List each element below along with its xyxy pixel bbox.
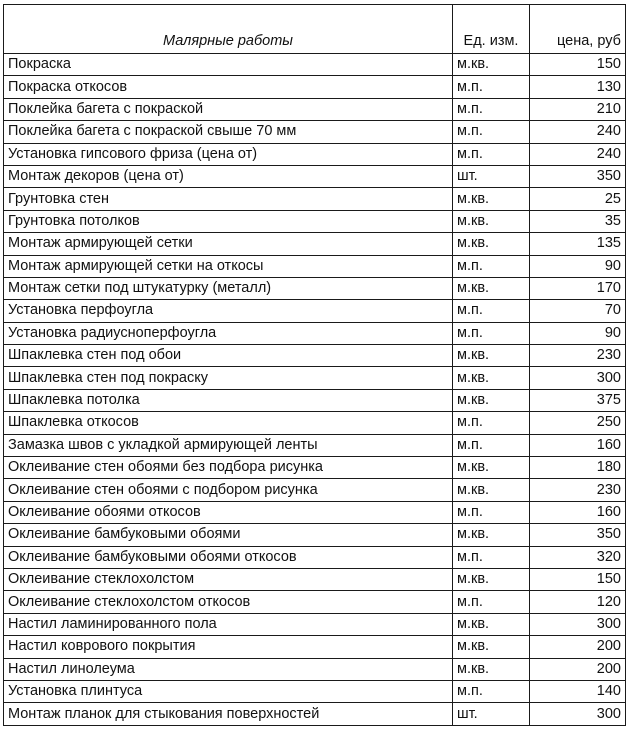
- price-cell: 300: [530, 613, 626, 635]
- price-cell: 90: [530, 322, 626, 344]
- work-name-cell: Шпаклевка откосов: [4, 412, 453, 434]
- work-name-cell: Настил ламинированного пола: [4, 613, 453, 635]
- price-cell: 240: [530, 121, 626, 143]
- price-cell: 25: [530, 188, 626, 210]
- table-row: [4, 658, 626, 680]
- work-name-cell: Оклеивание обоями откосов: [4, 501, 453, 523]
- price-cell: 180: [530, 457, 626, 479]
- table-row: [4, 76, 626, 98]
- header-unit: Ед. изм.: [453, 5, 530, 54]
- price-cell: 35: [530, 210, 626, 232]
- price-cell: 150: [530, 54, 626, 76]
- unit-cell: м.п.: [453, 300, 530, 322]
- table-row: [4, 680, 626, 702]
- price-cell: 210: [530, 98, 626, 120]
- table-row: [4, 121, 626, 143]
- table-row: [4, 703, 626, 725]
- work-name-cell: Монтаж сетки под штукатурку (металл): [4, 277, 453, 299]
- work-name-cell: Грунтовка потолков: [4, 210, 453, 232]
- work-name-cell: Монтаж планок для стыкования поверхностей: [4, 703, 453, 725]
- table-row: [4, 457, 626, 479]
- header-work-type: Малярные работы: [4, 5, 453, 54]
- unit-cell: м.п.: [453, 76, 530, 98]
- table-row: [4, 434, 626, 456]
- work-name-cell: Монтаж армирующей сетки: [4, 233, 453, 255]
- unit-cell: м.п.: [453, 98, 530, 120]
- table-row: [4, 98, 626, 120]
- table-row: [4, 54, 626, 76]
- table-row: [4, 143, 626, 165]
- table-row: [4, 591, 626, 613]
- price-cell: 140: [530, 680, 626, 702]
- table-row: [4, 501, 626, 523]
- price-cell: 350: [530, 165, 626, 187]
- work-name-cell: Оклеивание стен обоями с подбором рисунка: [4, 479, 453, 501]
- price-cell: 200: [530, 658, 626, 680]
- work-name-cell: Шпаклевка стен под покраску: [4, 367, 453, 389]
- work-name-cell: Оклеивание стеклохолстом откосов: [4, 591, 453, 613]
- table-row: [4, 479, 626, 501]
- unit-cell: м.кв.: [453, 367, 530, 389]
- table-row: [4, 412, 626, 434]
- unit-cell: м.п.: [453, 546, 530, 568]
- work-name-cell: Монтаж армирующей сетки на откосы: [4, 255, 453, 277]
- unit-cell: м.п.: [453, 434, 530, 456]
- table-row: [4, 389, 626, 411]
- table-row: [4, 345, 626, 367]
- work-name-cell: Оклеивание стеклохолстом: [4, 568, 453, 590]
- price-cell: 375: [530, 389, 626, 411]
- table-row: [4, 233, 626, 255]
- work-name-cell: Шпаклевка потолка: [4, 389, 453, 411]
- table-row: [4, 210, 626, 232]
- price-cell: 70: [530, 300, 626, 322]
- work-name-cell: Установка гипсового фриза (цена от): [4, 143, 453, 165]
- unit-cell: м.п.: [453, 412, 530, 434]
- table-row: [4, 546, 626, 568]
- unit-cell: м.кв.: [453, 457, 530, 479]
- work-name-cell: Установка плинтуса: [4, 680, 453, 702]
- price-cell: 90: [530, 255, 626, 277]
- table-row: [4, 367, 626, 389]
- unit-cell: м.п.: [453, 322, 530, 344]
- price-cell: 300: [530, 367, 626, 389]
- unit-cell: м.кв.: [453, 54, 530, 76]
- work-name-cell: Настил линолеума: [4, 658, 453, 680]
- table-row: [4, 165, 626, 187]
- unit-cell: шт.: [453, 165, 530, 187]
- table-row: [4, 188, 626, 210]
- work-name-cell: Установка перфоугла: [4, 300, 453, 322]
- unit-cell: м.п.: [453, 680, 530, 702]
- price-cell: 135: [530, 233, 626, 255]
- unit-cell: м.кв.: [453, 233, 530, 255]
- unit-cell: м.кв.: [453, 277, 530, 299]
- unit-cell: м.кв.: [453, 636, 530, 658]
- table-row: [4, 568, 626, 590]
- price-cell: 150: [530, 568, 626, 590]
- header-row: [4, 5, 626, 54]
- work-name-cell: Покраска откосов: [4, 76, 453, 98]
- price-cell: 300: [530, 703, 626, 725]
- table-row: [4, 277, 626, 299]
- work-name-cell: Грунтовка стен: [4, 188, 453, 210]
- price-table: [3, 4, 626, 726]
- price-cell: 120: [530, 591, 626, 613]
- work-name-cell: Замазка швов с укладкой армирующей ленты: [4, 434, 453, 456]
- unit-cell: м.п.: [453, 121, 530, 143]
- price-cell: 230: [530, 345, 626, 367]
- price-cell: 130: [530, 76, 626, 98]
- unit-cell: м.кв.: [453, 568, 530, 590]
- work-name-cell: Настил коврового покрытия: [4, 636, 453, 658]
- unit-cell: м.кв.: [453, 389, 530, 411]
- price-cell: 170: [530, 277, 626, 299]
- work-name-cell: Поклейка багета с покраской свыше 70 мм: [4, 121, 453, 143]
- work-name-cell: Оклеивание бамбуковыми обоями откосов: [4, 546, 453, 568]
- header-price: цена, руб: [530, 5, 626, 54]
- unit-cell: м.п.: [453, 143, 530, 165]
- unit-cell: м.п.: [453, 591, 530, 613]
- work-name-cell: Установка радиусноперфоугла: [4, 322, 453, 344]
- unit-cell: м.п.: [453, 501, 530, 523]
- price-cell: 160: [530, 434, 626, 456]
- price-cell: 160: [530, 501, 626, 523]
- table-row: [4, 524, 626, 546]
- price-cell: 320: [530, 546, 626, 568]
- unit-cell: м.кв.: [453, 210, 530, 232]
- unit-cell: м.кв.: [453, 658, 530, 680]
- price-cell: 350: [530, 524, 626, 546]
- table-row: [4, 613, 626, 635]
- work-name-cell: Шпаклевка стен под обои: [4, 345, 453, 367]
- work-name-cell: Монтаж декоров (цена от): [4, 165, 453, 187]
- table-body: [4, 54, 626, 726]
- work-name-cell: Поклейка багета с покраской: [4, 98, 453, 120]
- table-row: [4, 636, 626, 658]
- price-cell: 240: [530, 143, 626, 165]
- work-name-cell: Оклеивание бамбуковыми обоями: [4, 524, 453, 546]
- table-row: [4, 322, 626, 344]
- unit-cell: м.кв.: [453, 479, 530, 501]
- work-name-cell: Оклеивание стен обоями без подбора рисунка: [4, 457, 453, 479]
- unit-cell: м.кв.: [453, 345, 530, 367]
- work-name-cell: Покраска: [4, 54, 453, 76]
- unit-cell: шт.: [453, 703, 530, 725]
- unit-cell: м.кв.: [453, 524, 530, 546]
- unit-cell: м.п.: [453, 255, 530, 277]
- price-cell: 200: [530, 636, 626, 658]
- table-row: [4, 255, 626, 277]
- unit-cell: м.кв.: [453, 188, 530, 210]
- unit-cell: м.кв.: [453, 613, 530, 635]
- price-cell: 230: [530, 479, 626, 501]
- table-row: [4, 300, 626, 322]
- price-cell: 250: [530, 412, 626, 434]
